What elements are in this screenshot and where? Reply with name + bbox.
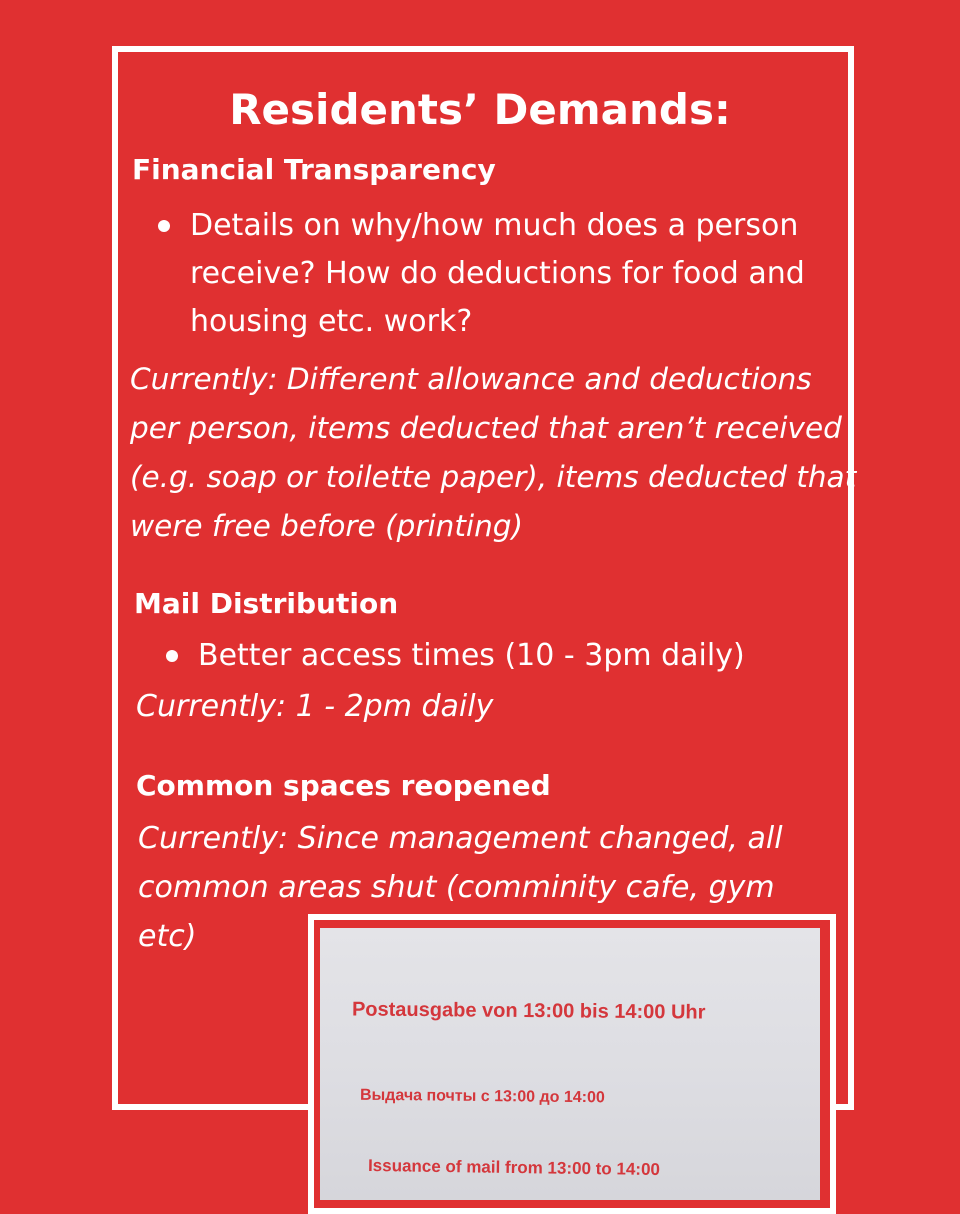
current-mail-distribution: Currently: 1 - 2pm daily [136, 689, 494, 724]
notice-line-english: Issuance of mail from 13:00 to 14:00 [367, 1155, 661, 1180]
bullet-text: Details on why/how much does a person receive? How do deductions for food and housing etc. work? [190, 208, 805, 339]
bullet-text: Better access times (10 - 3pm daily) [198, 638, 745, 673]
bullet-dot-icon [166, 650, 178, 662]
heading-common-spaces: Common spaces reopened [136, 769, 551, 802]
page-title: Residents’ Demands: [229, 85, 731, 134]
current-common-spaces: Currently: Since management changed, all common areas shut (comminity cafe, gym etc) [138, 821, 783, 954]
bullet-dot-icon [158, 220, 170, 232]
heading-financial-transparency: Financial Transparency [132, 153, 496, 186]
heading-mail-distribution: Mail Distribution [134, 587, 399, 620]
notice-photo [320, 928, 820, 1200]
current-financial-transparency: Currently: Different allowance and deductions per person, items deducted that aren’t received (e.g. soap or toilette paper), items deducted that were free before (printing) [130, 362, 857, 543]
bullet-mail-distribution [198, 632, 858, 680]
notice-line-russian: Выдача почты с 13:00 до 14:00 [359, 1086, 605, 1107]
bullet-financial-transparency [190, 202, 850, 346]
notice-line-german: Postausgabe von 13:00 bis 14:00 Uhr [351, 998, 706, 1024]
